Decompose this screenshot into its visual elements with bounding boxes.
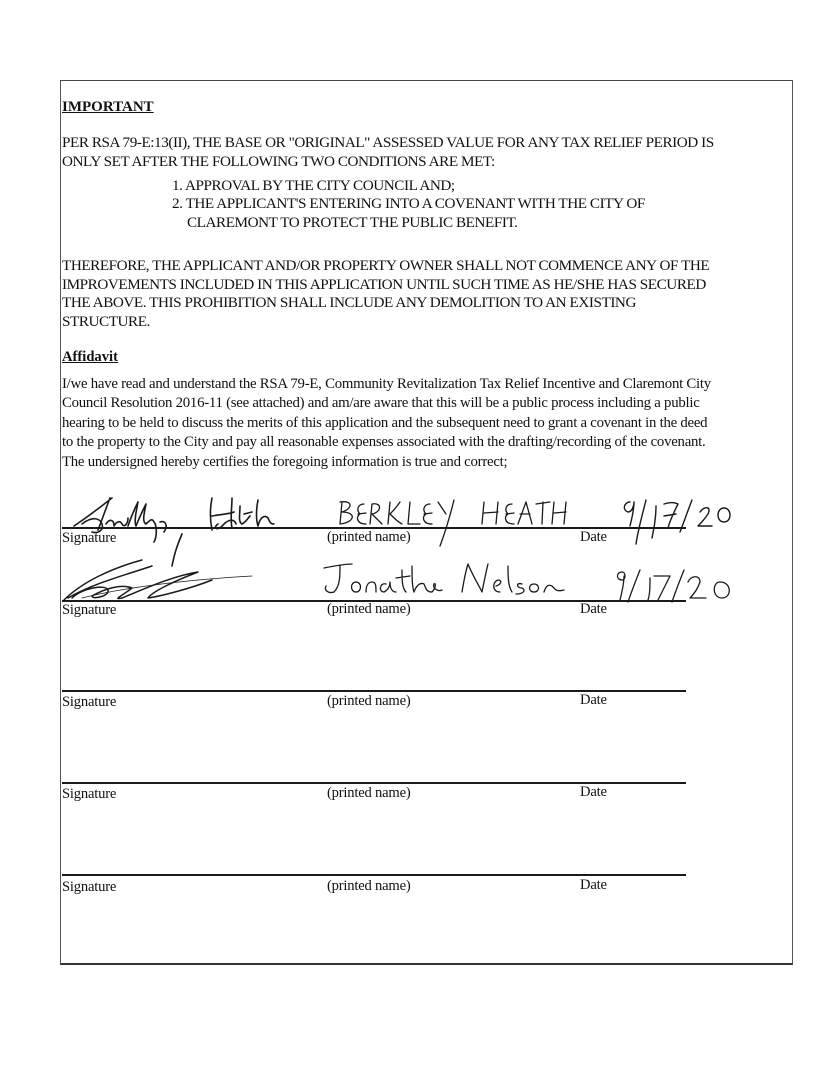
date-label: Date	[580, 784, 607, 800]
printed-name-label: (printed name)	[327, 529, 411, 545]
paragraph-line: THEREFORE, THE APPLICANT AND/OR PROPERTY OWNER SHALL NOT COMMENCE ANY OF THE	[62, 257, 710, 274]
condition-text: THE APPLICANT'S ENTERING INTO A COVENANT WITH THE CITY OF	[185, 195, 645, 213]
condition-number: 1.	[172, 177, 183, 194]
signature-label: Signature	[62, 786, 117, 802]
signature-label: Signature	[62, 602, 117, 618]
paragraph-line: IMPROVEMENTS INCLUDED IN THIS APPLICATION UNTIL SUCH TIME AS HE/SHE HAS SECURED	[62, 275, 706, 293]
affidavit-paragraph	[62, 375, 711, 472]
printed-name-label: (printed name)	[327, 785, 411, 801]
paragraph-line: I/we have read and understand the RSA 79-E, Community Revitalization Tax Relief Incentive and Claremont City	[62, 376, 711, 392]
condition-item	[172, 195, 645, 213]
condition-item	[172, 177, 645, 195]
paragraph-line: ONLY SET AFTER THE FOLLOWING TWO CONDITIONS ARE MET:	[62, 152, 495, 170]
printed-name-label: (printed name)	[327, 601, 411, 617]
date-label: Date	[580, 877, 607, 893]
signature-label: Signature	[62, 530, 117, 546]
paragraph-line: THE ABOVE. THIS PROHIBITION SHALL INCLUDE ANY DEMOLITION TO AN EXISTING	[62, 294, 636, 312]
handwritten-date-2	[610, 566, 750, 616]
printed-name-label: (printed name)	[327, 693, 411, 709]
paragraph-line: The undersigned hereby certifies the foregoing information is true and correct;	[62, 453, 508, 470]
paragraph-line: hearing to be held to discuss the merits of this application and the subsequent need to grant a covenant in the deed	[62, 414, 708, 431]
important-paragraph	[62, 134, 714, 171]
affidavit-heading: Affidavit	[62, 349, 118, 365]
signature-label: Signature	[62, 879, 117, 895]
printed-name-label: (printed name)	[327, 878, 411, 894]
paragraph-line: Council Resolution 2016-11 (see attached) and am/are aware that this will be a public process including a public	[62, 395, 700, 412]
date-label: Date	[580, 601, 607, 617]
signature-label: Signature	[62, 694, 117, 710]
paragraph-line: to the property to the City and pay all reasonable expenses associated with the drafting/recording of the covenant.	[62, 434, 706, 451]
signature-line	[62, 874, 686, 876]
condition-item-continuation: CLAREMONT TO PROTECT THE PUBLIC BENEFIT.	[187, 213, 518, 231]
important-heading: IMPORTANT	[62, 99, 154, 115]
condition-text: APPROVAL BY THE CITY COUNCIL AND;	[185, 177, 455, 194]
conditions-list	[172, 177, 645, 232]
date-label: Date	[580, 529, 607, 545]
condition-number: 2.	[172, 195, 183, 213]
paragraph-line: PER RSA 79-E:13(II), THE BASE OR "ORIGINAL" ASSESSED VALUE FOR ANY TAX RELIEF PERIOD IS	[62, 134, 714, 151]
date-label: Date	[580, 692, 607, 708]
paragraph-line: STRUCTURE.	[62, 312, 150, 330]
therefore-paragraph	[62, 257, 709, 331]
